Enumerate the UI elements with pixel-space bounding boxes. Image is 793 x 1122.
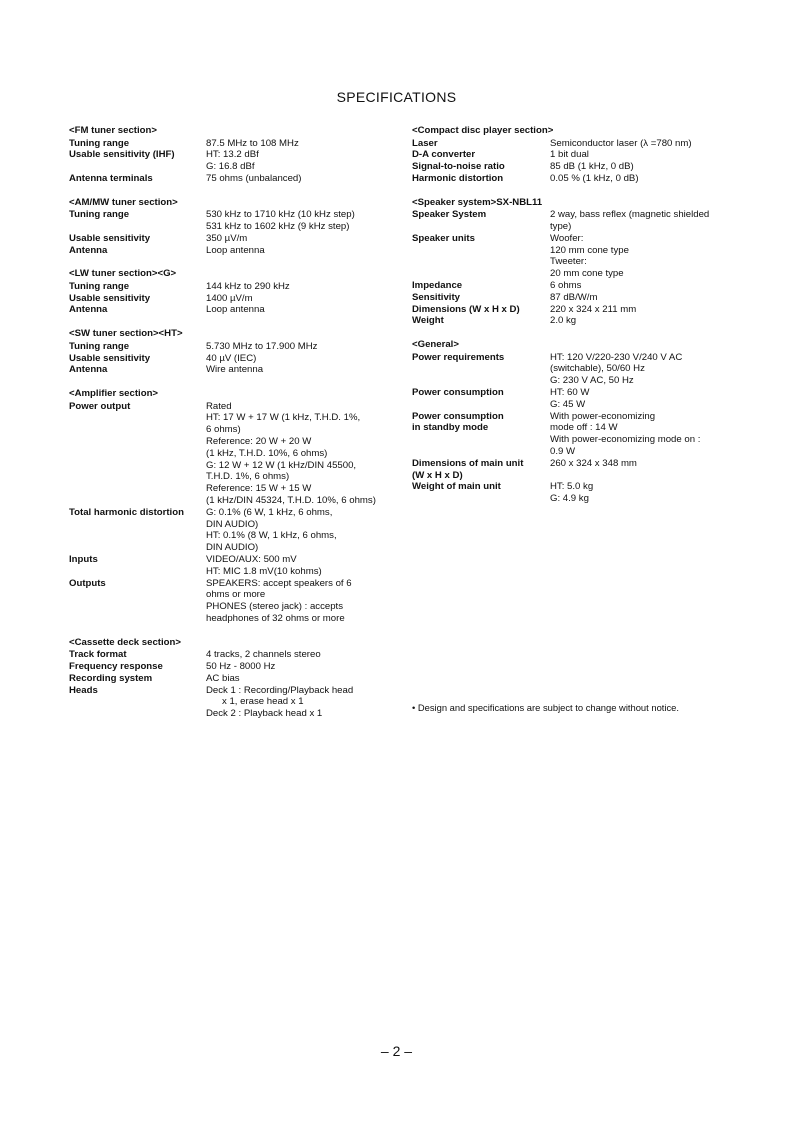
- spec-row: [412, 458, 727, 482]
- spec-label-line: Power consumption: [412, 387, 504, 399]
- spec-value-line: G: 0.1% (6 W, 1 kHz, 6 ohms,: [206, 506, 333, 518]
- spec-section: [69, 125, 399, 185]
- spec-row: [69, 353, 399, 365]
- spec-value-line: 1 bit dual: [550, 149, 589, 161]
- spec-label: [69, 304, 206, 316]
- spec-label-line: Power output: [69, 400, 131, 412]
- spec-value-line: ohms or more: [206, 589, 266, 601]
- spec-label: [412, 161, 550, 173]
- spec-value-line: 50 Hz - 8000 Hz: [206, 661, 276, 673]
- spec-label: [69, 578, 206, 625]
- spec-label-line: Speaker units: [412, 232, 475, 244]
- spec-label-line: Track format: [69, 649, 127, 661]
- section-heading: <General>: [412, 339, 459, 351]
- spec-value-line: HT: 60 W: [550, 387, 590, 399]
- spec-value-line: Rated: [206, 400, 232, 412]
- spec-label: [412, 149, 550, 161]
- spec-label-line: Antenna terminals: [69, 172, 153, 184]
- spec-values: [550, 387, 727, 411]
- spec-value-line: HT: 120 V/220-230 V/240 V AC: [550, 351, 683, 363]
- spec-row: [412, 481, 727, 505]
- spec-row: [412, 292, 727, 304]
- spec-label: [412, 304, 550, 316]
- spec-row: [69, 661, 399, 673]
- spec-label-line: (W x H x D): [412, 469, 463, 481]
- spec-value-line: type): [550, 220, 572, 232]
- spec-label: [412, 292, 550, 304]
- spec-value-line: 20 mm cone type: [550, 268, 624, 280]
- spec-values: [206, 401, 399, 507]
- spec-value-line: Loop antenna: [206, 304, 265, 316]
- spec-value-line: G: 230 V AC, 50 Hz: [550, 375, 634, 387]
- spec-label: [69, 649, 206, 661]
- spec-value-line: AC bias: [206, 672, 240, 684]
- spec-value-line: With power-economizing: [550, 410, 656, 422]
- spec-values: [550, 209, 727, 233]
- spec-label-line: Usable sensitivity (IHF): [69, 149, 175, 161]
- spec-row: [69, 578, 399, 625]
- spec-label: [412, 280, 550, 292]
- spec-values: [206, 293, 399, 305]
- spec-row: [412, 387, 727, 411]
- spec-values: [206, 353, 399, 365]
- spec-value-line: 531 kHz to 1602 kHz (9 kHz step): [206, 220, 350, 232]
- spec-values: [206, 149, 399, 173]
- spec-row: [412, 280, 727, 292]
- spec-label-line: Tuning range: [69, 340, 130, 352]
- spec-value-line: 120 mm cone type: [550, 244, 629, 256]
- spec-section: [69, 197, 399, 257]
- section-heading: <LW tuner section><G>: [69, 268, 177, 280]
- spec-value-line: SPEAKERS: accept speakers of 6: [206, 577, 352, 589]
- spec-row: [412, 173, 727, 185]
- spec-value-line: 75 ohms (unbalanced): [206, 172, 302, 184]
- spec-value-line: 6 ohms: [550, 279, 582, 291]
- spec-value-line: 1400 µV/m: [206, 292, 253, 304]
- spec-row: [69, 364, 399, 376]
- spec-row: [412, 138, 727, 150]
- spec-label-line: Frequency response: [69, 661, 163, 673]
- spec-row: [69, 401, 399, 507]
- spec-row: [412, 233, 727, 280]
- spec-value-line: Loop antenna: [206, 244, 265, 256]
- spec-label-line: in standby mode: [412, 422, 489, 434]
- spec-row: [412, 315, 727, 327]
- spec-value-line: G: 12 W + 12 W (1 kHz/DIN 45500,: [206, 459, 357, 471]
- spec-row: [69, 507, 399, 554]
- spec-label-line: Recording system: [69, 672, 153, 684]
- spec-row: [69, 209, 399, 233]
- section-heading: <SW tuner section><HT>: [69, 328, 183, 340]
- spec-values: [206, 304, 399, 316]
- spec-value-line: 0.05 % (1 kHz, 0 dB): [550, 172, 639, 184]
- spec-label: [69, 245, 206, 257]
- spec-values: [550, 481, 727, 505]
- spec-values: [206, 138, 399, 150]
- spec-label: [69, 209, 206, 233]
- spec-value-line: PHONES (stereo jack) : accepts: [206, 601, 344, 613]
- spec-value-line: 220 x 324 x 211 mm: [550, 303, 637, 315]
- spec-label: [69, 281, 206, 293]
- spec-row: [69, 281, 399, 293]
- spec-values: [550, 458, 727, 482]
- spec-label-line: Inputs: [69, 554, 98, 566]
- spec-label: [412, 173, 550, 185]
- spec-value-line: Deck 2 : Playback head x 1: [206, 708, 323, 720]
- spec-value-line: With power-economizing mode on :: [550, 434, 701, 446]
- spec-values: [206, 364, 399, 376]
- spec-values: [550, 352, 727, 387]
- spec-value-line: mode off : 14 W: [550, 422, 618, 434]
- spec-value-line: 530 kHz to 1710 kHz (10 kHz step): [206, 209, 355, 221]
- spec-label: [412, 209, 550, 233]
- spec-section: [412, 339, 727, 505]
- section-heading: <Compact disc player section>: [412, 125, 554, 136]
- spec-row: [69, 245, 399, 257]
- section-heading: <Cassette deck section>: [69, 636, 181, 648]
- spec-label: [412, 233, 550, 280]
- spec-label-line: Harmonic distortion: [412, 172, 504, 184]
- spec-row: [69, 649, 399, 661]
- spec-value-line: HT: MIC 1.8 mV(10 kohms): [206, 565, 322, 577]
- spec-values: [206, 673, 399, 685]
- spec-section: [412, 197, 727, 327]
- spec-value-line: 85 dB (1 kHz, 0 dB): [550, 161, 634, 173]
- spec-label-line: Usable sensitivity: [69, 352, 151, 364]
- spec-value-line: 2.0 kg: [550, 315, 577, 327]
- spec-label-line: Tuning range: [69, 280, 130, 292]
- spec-label-line: Total harmonic distortion: [69, 506, 184, 518]
- spec-row: [69, 341, 399, 353]
- spec-label: [69, 554, 206, 578]
- spec-label-line: Heads: [69, 684, 98, 696]
- spec-row: [69, 685, 399, 720]
- spec-label-line: Impedance: [412, 279, 463, 291]
- spec-values: [206, 281, 399, 293]
- spec-row: [412, 352, 727, 387]
- spec-value-line: HT: 17 W + 17 W (1 kHz, T.H.D. 1%,: [206, 412, 361, 424]
- spec-value-line: HT: 5.0 kg: [550, 481, 594, 493]
- spec-value-line: (1 kHz/DIN 45324, T.H.D. 10%, 6 ohms): [206, 495, 376, 507]
- spec-values: [550, 315, 727, 327]
- spec-values: [206, 507, 399, 554]
- spec-label-line: Weight: [412, 315, 444, 327]
- spec-value-line: G: 45 W: [550, 398, 586, 410]
- spec-label: [69, 685, 206, 720]
- spec-value-line: T.H.D. 1%, 6 ohms): [206, 471, 290, 483]
- spec-value-line: Reference: 15 W + 15 W: [206, 483, 312, 495]
- spec-value-line: G: 4.9 kg: [550, 493, 589, 505]
- spec-label: [412, 481, 550, 505]
- spec-row: [69, 293, 399, 305]
- spec-label: [69, 401, 206, 507]
- left-spec-column: [69, 125, 399, 732]
- spec-label: [69, 673, 206, 685]
- spec-row: [412, 304, 727, 316]
- spec-section: [69, 268, 399, 316]
- spec-value-line: 87 dB/W/m: [550, 291, 598, 303]
- spec-values: [550, 138, 727, 150]
- spec-label-line: Tuning range: [69, 209, 130, 221]
- spec-row: [69, 554, 399, 578]
- spec-label: [69, 293, 206, 305]
- spec-label: [69, 341, 206, 353]
- spec-value-line: Reference: 20 W + 20 W: [206, 436, 312, 448]
- spec-value-line: DIN AUDIO): [206, 518, 259, 530]
- spec-section: [69, 637, 399, 720]
- spec-label-line: Signal-to-noise ratio: [412, 161, 505, 173]
- spec-values: [206, 685, 399, 720]
- spec-values: [206, 661, 399, 673]
- spec-row: [69, 304, 399, 316]
- spec-values: [206, 649, 399, 661]
- section-heading: <Speaker system>SX-NBL11: [412, 196, 543, 208]
- spec-values: [206, 173, 399, 185]
- spec-value-line: 5.730 MHz to 17.900 MHz: [206, 340, 318, 352]
- spec-value-line: Woofer:: [550, 232, 584, 244]
- spec-value-line: 260 x 324 x 348 mm: [550, 457, 637, 469]
- spec-label: [69, 353, 206, 365]
- spec-section: [69, 328, 399, 376]
- spec-values: [206, 341, 399, 353]
- section-heading: <AM/MW tuner section>: [69, 196, 178, 208]
- spec-value-line: HT: 13.2 dBf: [206, 149, 259, 161]
- spec-label-line: Sensitivity: [412, 291, 460, 303]
- spec-label-line: Speaker System: [412, 209, 487, 221]
- spec-label: [69, 149, 206, 173]
- spec-section: [412, 125, 727, 185]
- spec-values: [550, 292, 727, 304]
- spec-value-line: x 1, erase head x 1: [206, 696, 304, 708]
- spec-value-line: (1 kHz, T.H.D. 10%, 6 ohms): [206, 447, 328, 459]
- spec-value-line: Tweeter:: [550, 256, 587, 268]
- spec-label-line: Antenna: [69, 364, 108, 376]
- spec-label: [69, 233, 206, 245]
- spec-value-line: VIDEO/AUX: 500 mV: [206, 554, 297, 566]
- spec-value-line: 0.9 W: [550, 446, 576, 458]
- spec-label-line: Tuning range: [69, 137, 130, 149]
- spec-values: [550, 149, 727, 161]
- spec-label: [412, 352, 550, 387]
- spec-label-line: Dimensions (W x H x D): [412, 303, 520, 315]
- spec-label: [412, 387, 550, 411]
- spec-values: [206, 245, 399, 257]
- spec-label-line: Antenna: [69, 304, 108, 316]
- spec-label-line: Power requirements: [412, 351, 505, 363]
- spec-label: [412, 458, 550, 482]
- spec-value-line: DIN AUDIO): [206, 542, 259, 554]
- spec-row: [69, 233, 399, 245]
- spec-row: [69, 149, 399, 173]
- disclaimer-note: • Design and specifications are subject to change without notice.: [412, 702, 679, 713]
- spec-label: [69, 173, 206, 185]
- spec-value-line: G: 16.8 dBf: [206, 161, 255, 173]
- spec-row: [412, 149, 727, 161]
- spec-label-line: D-A converter: [412, 149, 476, 161]
- spec-values: [206, 554, 399, 578]
- spec-values: [550, 233, 727, 280]
- spec-value-line: (switchable), 50/60 Hz: [550, 363, 645, 375]
- section-heading: <FM tuner section>: [69, 125, 157, 136]
- spec-value-line: Wire antenna: [206, 364, 264, 376]
- spec-row: [69, 673, 399, 685]
- spec-label-line: Power consumption: [412, 410, 504, 422]
- spec-label-line: Dimensions of main unit: [412, 457, 524, 469]
- spec-value-line: 4 tracks, 2 channels stereo: [206, 649, 321, 661]
- spec-value-line: headphones of 32 ohms or more: [206, 613, 345, 624]
- spec-label: [412, 138, 550, 150]
- spec-values: [206, 209, 399, 233]
- spec-row: [69, 138, 399, 150]
- spec-value-line: Deck 1 : Recording/Playback head: [206, 684, 354, 696]
- spec-label: [69, 661, 206, 673]
- spec-label-line: Weight of main unit: [412, 481, 501, 493]
- page-number: – 2 –: [380, 1043, 413, 1059]
- section-heading: <Amplifier section>: [69, 388, 159, 400]
- spec-values: [206, 578, 399, 625]
- spec-values: [550, 411, 727, 458]
- spec-label-line: Antenna: [69, 244, 108, 256]
- spec-value-line: 6 ohms): [206, 424, 241, 436]
- spec-value-line: Semiconductor laser (λ =780 nm): [550, 137, 692, 149]
- spec-values: [206, 233, 399, 245]
- spec-row: [412, 411, 727, 458]
- spec-section: [69, 388, 399, 625]
- spec-label-line: Laser: [412, 137, 438, 149]
- spec-values: [550, 173, 727, 185]
- spec-value-line: HT: 0.1% (8 W, 1 kHz, 6 ohms,: [206, 530, 337, 542]
- spec-label-line: Usable sensitivity: [69, 232, 151, 244]
- spec-label: [69, 364, 206, 376]
- spec-values: [550, 280, 727, 292]
- spec-row: [412, 161, 727, 173]
- spec-values: [550, 161, 727, 173]
- spec-value-line: 40 µV (IEC): [206, 352, 257, 364]
- spec-label-line: Outputs: [69, 577, 106, 589]
- spec-label: [69, 507, 206, 554]
- spec-label: [412, 411, 550, 458]
- spec-value-line: 87.5 MHz to 108 MHz: [206, 137, 299, 149]
- spec-value-line: 350 µV/m: [206, 232, 248, 244]
- spec-value-line: 144 kHz to 290 kHz: [206, 280, 290, 292]
- spec-row: [69, 173, 399, 185]
- page-title: SPECIFICATIONS: [336, 89, 457, 105]
- spec-value-line: 2 way, bass reflex (magnetic shielded: [550, 209, 710, 221]
- spec-row: [412, 209, 727, 233]
- spec-label-line: Usable sensitivity: [69, 292, 151, 304]
- right-spec-column: [412, 125, 727, 517]
- spec-label: [412, 315, 550, 327]
- spec-values: [550, 304, 727, 316]
- spec-label: [69, 138, 206, 150]
